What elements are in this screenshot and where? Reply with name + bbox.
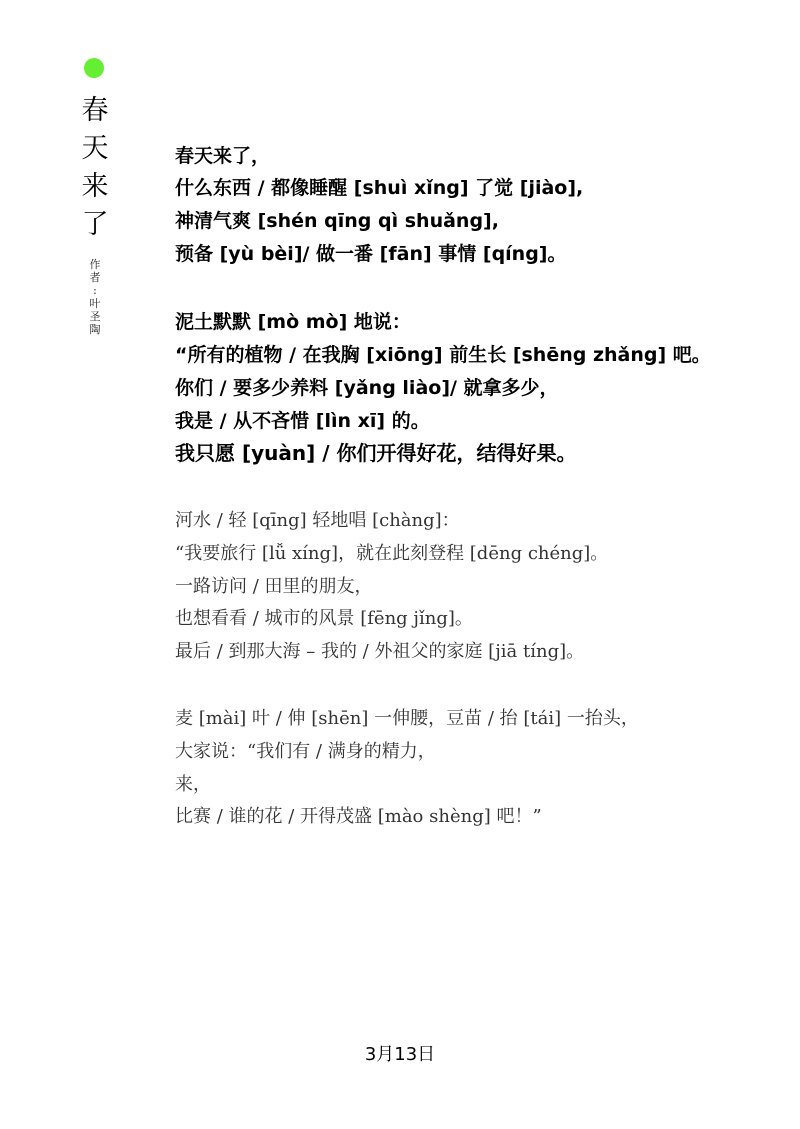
author-char: 叶 [89, 297, 101, 310]
poem-line: 什么东西 / 都像睡醒 [shuì xǐng] 了觉 [jiào], [175, 177, 584, 199]
author-char: : [93, 284, 97, 297]
footer-date: 3月13日 [364, 1044, 436, 1065]
title-char: 来 [81, 171, 109, 202]
page-title [80, 92, 110, 244]
poem-line: 你们 / 要多少养料 [yǎng liào]/ 就拿多少， [175, 377, 559, 399]
author-label [88, 258, 102, 336]
poem-line: 我是 / 从不吝惜 [lìn xī] 的。 [175, 410, 430, 432]
poem-line: 一路访问 / 田里的朋友， [175, 576, 373, 597]
author-char: 者 [89, 271, 101, 284]
green-dot-icon [84, 58, 104, 78]
title-char: 天 [81, 133, 109, 164]
title-char: 了 [81, 209, 109, 240]
poem-line: 我只愿 [yuàn] / 你们开得好花，结得好果。 [175, 441, 577, 465]
author-char: 圣 [89, 310, 101, 323]
poem-line: “我要旅行 [lǚ xíng]，就在此刻登程 [dēng chéng]。 [175, 543, 609, 564]
poem-line: “所有的植物 / 在我胸 [xiōng] 前生长 [shēng zhǎng] 吧。 [175, 344, 711, 366]
poem-line: 神清气爽 [shén qīng qì shuǎng], [175, 210, 499, 232]
poem-line: 河水 / 轻 [qīng] 轻地唱 [chàng]： [175, 510, 460, 531]
title-char: 春 [81, 95, 109, 126]
author-char: 陶 [89, 323, 101, 336]
poem-line: 最后 / 到那大海 – 我的 / 外祖父的家庭 [jiā tíng]。 [175, 641, 585, 662]
poem-line: 大家说：“我们有 / 满身的精力， [175, 741, 436, 762]
poem-line: 比赛 / 谁的花 / 开得茂盛 [mào shèng] 吧！” [175, 806, 542, 827]
poem-line: 泥土默默 [mò mò] 地说： [175, 311, 411, 333]
poem-line: 麦 [mài] 叶 / 伸 [shēn] 一伸腰，豆苗 / 抬 [tái] 一抬头， [175, 708, 639, 729]
author-char: 作 [89, 258, 101, 271]
poem-line: 春天来了， [175, 145, 271, 167]
poem-line: 也想看看 / 城市的风景 [fēng jǐng]。 [175, 608, 473, 629]
poem-line: 来， [175, 774, 211, 795]
poem-line: 预备 [yù bèi]/ 做一番 [fān] 事情 [qíng]。 [175, 243, 567, 265]
